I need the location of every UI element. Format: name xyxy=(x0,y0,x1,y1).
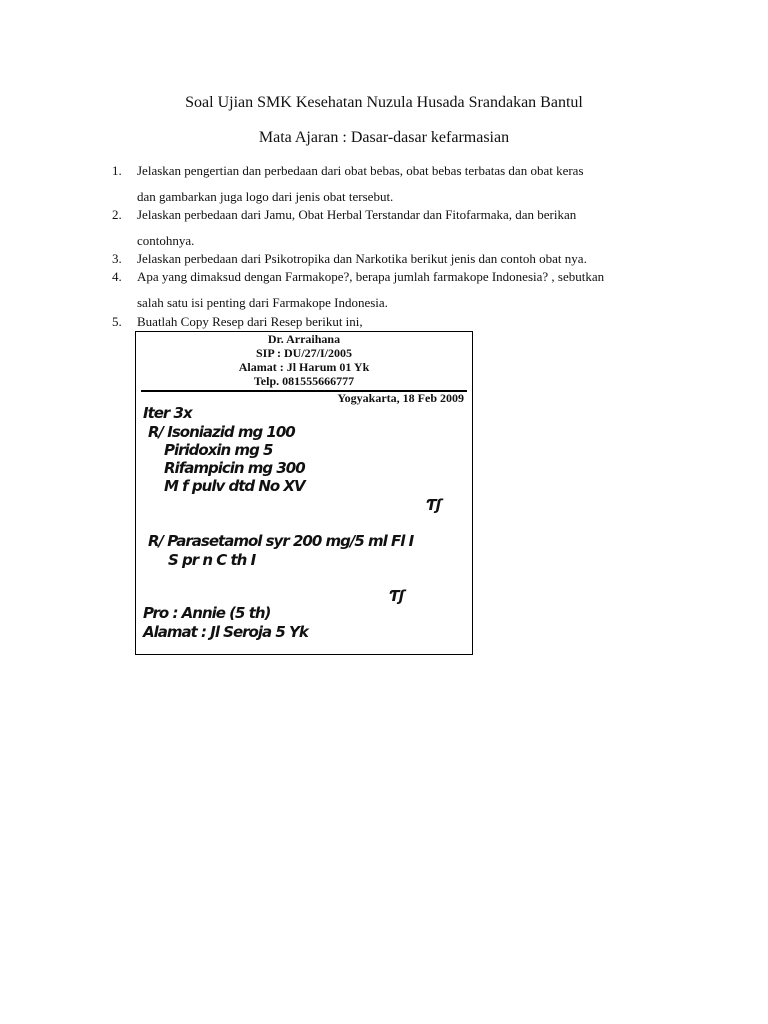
paraf-mark: Ƭʃ xyxy=(426,496,441,514)
doctor-sip: SIP : DU/27/I/2005 xyxy=(255,346,352,360)
prescription-box xyxy=(135,331,473,655)
iter-note: Iter 3x xyxy=(143,404,192,422)
prescription-date: Yogyakarta, 18 Feb 2009 xyxy=(337,391,464,405)
patient-name: Pro : Annie (5 th) xyxy=(143,604,271,622)
question-number: 1. xyxy=(112,163,122,178)
question-text: Apa yang dimaksud dengan Farmakope?, berapa jumlah farmakope Indonesia? , sebutkan xyxy=(137,269,605,284)
question-text: contohnya. xyxy=(137,233,195,248)
question-text: Buatlah Copy Resep dari Resep berikut ini, xyxy=(137,314,363,329)
question-number: 4. xyxy=(112,269,122,284)
question-text: Jelaskan pengertian dan perbedaan dari obat bebas, obat bebas terbatas dan obat keras xyxy=(137,163,584,178)
question-text: Jelaskan perbedaan dari Psikotropika dan Narkotika berikut jenis dan contoh obat nya. xyxy=(137,251,587,266)
doctor-phone: Telp. 081555666777 xyxy=(253,374,355,388)
question-number: 2. xyxy=(112,207,122,222)
recipe-1-line: Rifampicin mg 300 xyxy=(164,459,305,477)
paraf-mark: Ƭʃ xyxy=(389,587,404,605)
question-text: salah satu isi penting dari Farmakope Indonesia. xyxy=(137,295,388,310)
page-subtitle: Mata Ajaran : Dasar-dasar kefarmasian xyxy=(258,129,510,146)
doctor-address: Alamat : Jl Harum 01 Yk xyxy=(238,360,370,374)
page-title: Soal Ujian SMK Kesehatan Nuzula Husada Srandakan Bantul xyxy=(185,94,583,111)
recipe-1-line: M f pulv dtd No XV xyxy=(164,477,305,495)
doctor-name: Dr. Arraihana xyxy=(267,332,341,346)
recipe-2-line: R/ Parasetamol syr 200 mg/5 ml Fl I xyxy=(148,532,414,550)
recipe-1-line: Piridoxin mg 5 xyxy=(164,441,273,459)
question-text: dan gambarkan juga logo dari jenis obat tersebut. xyxy=(137,189,394,204)
question-text: Jelaskan perbedaan dari Jamu, Obat Herbal Terstandar dan Fitofarmaka, dan berikan xyxy=(137,207,577,222)
patient-address: Alamat : Jl Seroja 5 Yk xyxy=(143,623,308,641)
recipe-1-line: R/ Isoniazid mg 100 xyxy=(148,423,295,441)
question-number: 3. xyxy=(112,251,122,266)
question-number: 5. xyxy=(112,314,122,329)
recipe-2-line: S pr n C th I xyxy=(168,551,256,569)
